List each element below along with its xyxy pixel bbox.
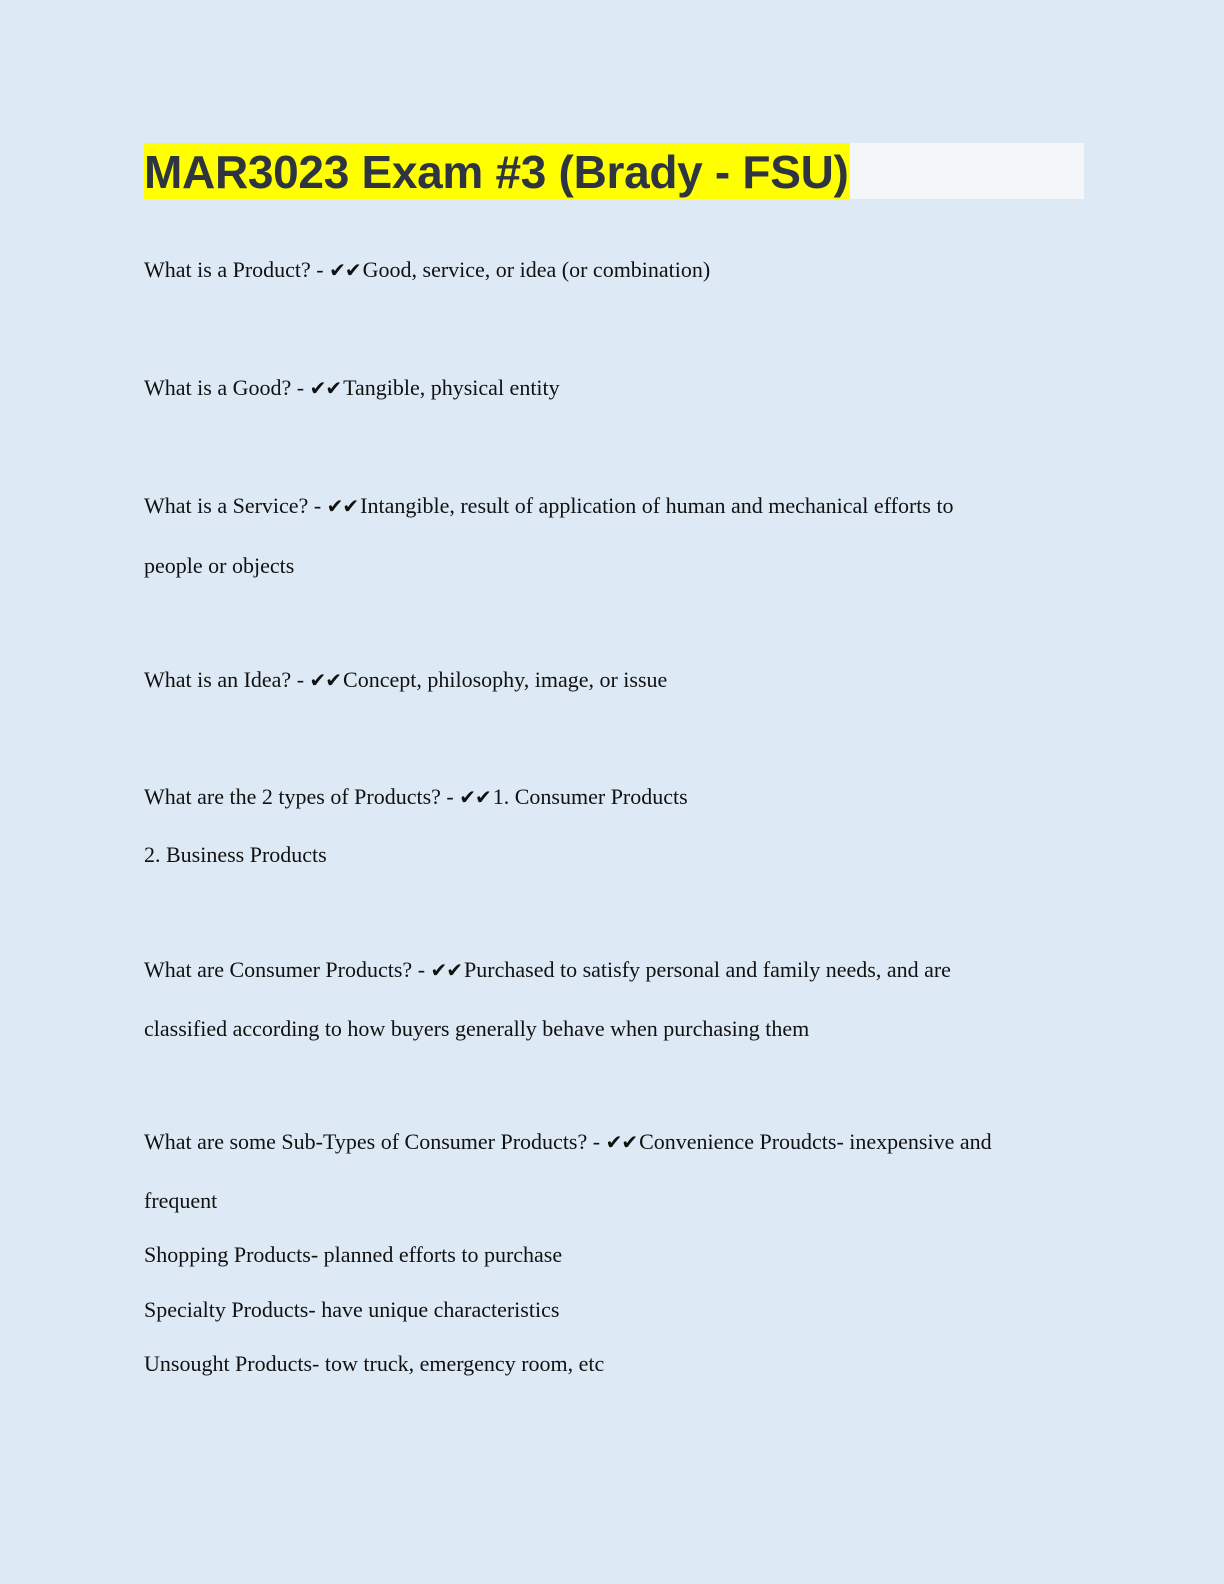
document-title: MAR3023 Exam #3 (Brady - FSU) <box>144 143 850 199</box>
double-check-icon: ✔✔ <box>329 258 361 282</box>
double-check-icon: ✔✔ <box>309 668 342 692</box>
double-check-icon: ✔✔ <box>309 376 342 400</box>
answer-continuation: classified according to how buyers generally behave when purchasing them <box>144 1016 810 1041</box>
qa-item-good <box>144 375 560 401</box>
answer-continuation: 2. Business Products <box>144 842 327 867</box>
answer-text: Tangible, physical entity <box>343 375 560 400</box>
question-text: What are some Sub-Types of Consumer Products? - <box>144 1129 606 1154</box>
qa-item-consumer-subtypes <box>144 1129 992 1155</box>
question-text: What is a Service? - <box>144 493 327 518</box>
answer-continuation: Shopping Products- planned efforts to purchase <box>144 1242 563 1267</box>
answer-continuation: people or objects <box>144 553 295 578</box>
answer-text: Purchased to satisfy personal and family needs, and are <box>464 957 951 982</box>
answer-continuation: Unsought Products- tow truck, emergency room, etc <box>144 1351 605 1376</box>
double-check-icon: ✔✔ <box>605 1130 638 1154</box>
qa-item-product-types <box>144 784 688 810</box>
qa-item-product <box>144 257 710 283</box>
double-check-icon: ✔✔ <box>430 958 463 982</box>
answer-text: Intangible, result of application of human and mechanical efforts to <box>360 493 954 518</box>
double-check-icon: ✔✔ <box>326 494 359 518</box>
question-text: What is an Idea? - <box>144 667 310 692</box>
qa-item-consumer-products <box>144 957 951 983</box>
answer-continuation: frequent <box>144 1188 218 1213</box>
qa-item-service <box>144 493 954 519</box>
answer-text: Convenience Proudcts- inexpensive and <box>639 1129 992 1154</box>
question-text: What is a Good? - <box>144 375 310 400</box>
question-text: What are the 2 types of Products? - <box>144 784 460 809</box>
double-check-icon: ✔✔ <box>459 785 491 809</box>
question-text: What are Consumer Products? - <box>144 957 431 982</box>
answer-continuation: Specialty Products- have unique characteristics <box>144 1297 560 1322</box>
qa-item-idea <box>144 667 667 693</box>
answer-text: Concept, philosophy, image, or issue <box>343 667 668 692</box>
question-text: What is a Product? - <box>144 257 330 282</box>
answer-text: Good, service, or idea (or combination) <box>362 257 711 282</box>
answer-text: 1. Consumer Products <box>492 784 688 809</box>
